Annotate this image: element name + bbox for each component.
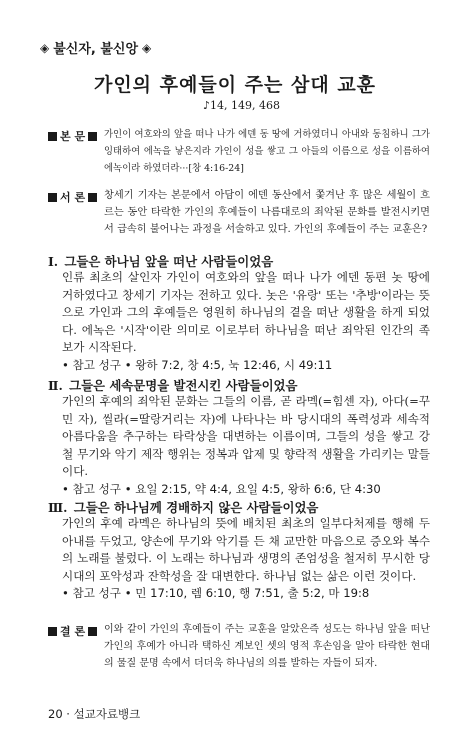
conclusion-label	[48, 623, 97, 639]
section-body	[62, 269, 430, 375]
intro-label-text: 서 론	[60, 191, 86, 204]
section-heading-text: 그들은 세속문명을 발전시킨 사람들이었음	[69, 378, 298, 393]
diamond-icon: ◈	[40, 40, 50, 55]
diamond-icon: ◈	[142, 40, 152, 55]
section-body	[62, 393, 430, 499]
section-numeral: Ⅱ.	[48, 378, 63, 393]
conclusion-label-text: 결 론	[60, 625, 86, 638]
square-icon	[48, 132, 57, 141]
section-heading	[48, 498, 318, 516]
section-heading	[48, 376, 297, 394]
introduction-text: 창세기 기자는 본문에서 아담이 에덴 동산에서 쫓겨난 후 많은 세월이 흐르는 동안 타락한 가인의 후예들이 나름대로의 죄악된 문화를 발전시키면서 급속히 불어나는 과정을 서술하고 있다. 가인의 후예들이 주는 교훈은?	[104, 190, 430, 235]
page-footer: 20 · 설교자료뱅크	[48, 707, 141, 721]
square-icon	[88, 193, 97, 202]
reference-verses: • 참고 성구 • 민 17:10, 렘 6:10, 행 7:51, 출 5:2, 마 19:8	[62, 586, 370, 601]
hymn-references: ♪14, 149, 468	[203, 99, 280, 112]
text-label-text: 본 문	[60, 130, 86, 143]
section-heading	[48, 252, 273, 270]
square-icon	[48, 193, 57, 202]
section-body-text: 가인의 후예 라멕은 하나님의 뜻에 배치된 최초의 일부다처제를 행해 두 아내를 두었고, 양손에 무기와 악기를 든 채 교만한 마음으로 증오와 복수의 노래를 불렀다. 이 노래는 하나님과 생명의 존엄성을 철저히 무시한 당시대의 포악성과 잔학성을 잘 대변한다. 하나님 없는 삶은 이런 것이다.	[62, 516, 430, 583]
category-label: 불신자, 불신앙	[53, 42, 139, 57]
section-numeral: Ⅰ.	[48, 254, 59, 269]
section-heading-text: 그들은 하나님 앞을 떠난 사람들이었음	[64, 254, 274, 269]
section-body	[62, 515, 430, 603]
section-numeral: Ⅲ.	[48, 500, 68, 515]
scripture-text: 가인이 여호와의 앞을 떠나 나가 에덴 동 땅에 거하였더니 아내와 동침하니 그가 잉태하여 에녹을 낳은지라 가인이 성을 쌓고 그 아들의 이름으로 성을 이름하여 에녹이라 하였더라···[창 4:16-24]	[104, 129, 430, 174]
text-label	[48, 128, 97, 144]
reference-verses: • 참고 성구 • 요일 2:15, 약 4:4, 요일 4:5, 왕하 6:6, 단 4:30	[62, 481, 381, 496]
category-header	[40, 38, 151, 57]
square-icon	[88, 132, 97, 141]
section-body-text: 인류 최초의 살인자 가인이 여호와의 앞을 떠나 나가 에덴 동편 놋 땅에 거하였다고 창세기 기자는 전하고 있다. 놋은 '유랑' 또는 '추방'이라는 뜻으로 가인과 그의 후예들은 영원히 하나님의 곁을 떠난 생활을 하게 되었다. 에녹은 '시작'이란 의미로 이로부터 하나님을 떠난 죄악된 인간의 족보가 시작된다.	[62, 270, 430, 355]
square-icon	[48, 627, 57, 636]
section-heading-text: 그들은 하나님께 경배하지 않은 사람들이었음	[73, 500, 319, 515]
sermon-title: 가인의 후예들이 주는 삼대 교훈	[93, 74, 377, 96]
square-icon	[88, 627, 97, 636]
reference-verses: • 참고 성구 • 왕하 7:2, 창 4:5, 눅 12:46, 시 49:11	[62, 357, 333, 372]
section-body-text: 가인의 후예의 죄악된 문화는 그들의 이름, 곧 라멕(=힘센 자), 아다(=꾸민 자), 씰라(=딸랑거리는 자)에 나타나는 바 당시대의 폭력성과 세속적 아름다움을 추구하는 타락상을 대변하는 이름이며, 그들의 성을 쌓고 강철 무기와 악기 제작 행위는 정복과 압제 및 향락적 생활을 가리키는 말들이다.	[62, 394, 430, 479]
intro-label	[48, 189, 97, 205]
conclusion-text: 이와 같이 가인의 후예들이 주는 교훈을 알았은즉 성도는 하나님 앞을 떠난 가인의 후예가 아니라 택하신 계보인 셋의 영적 후손임을 알아 타락한 현대의 물질 문명 속에서 더더욱 하나님의 의를 발하는 자들이 되자.	[104, 624, 430, 669]
